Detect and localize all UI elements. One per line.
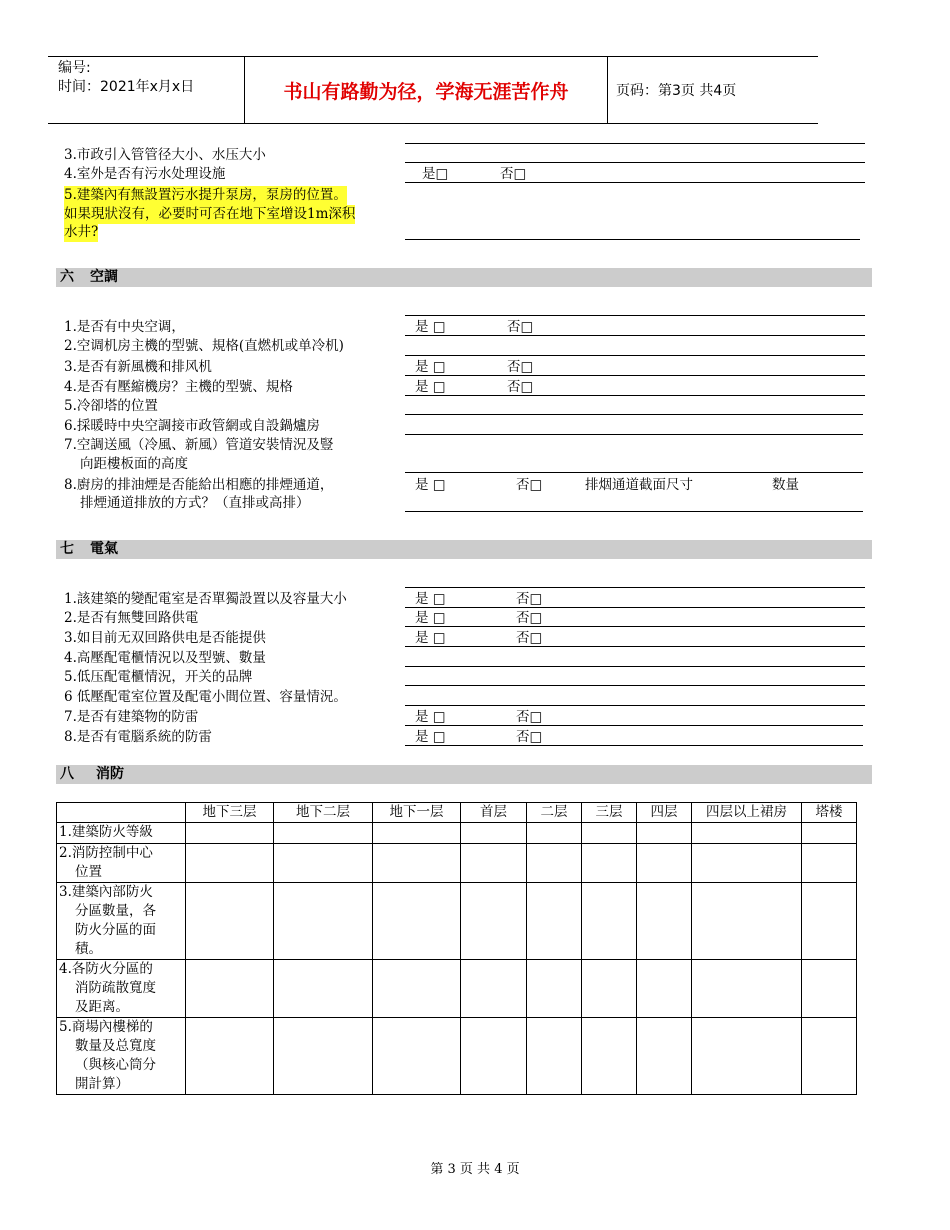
table-cell[interactable] <box>186 844 274 883</box>
table-cell[interactable] <box>582 960 637 1018</box>
section6-item-4: 4.是否有壓縮機房？主機的型號、規格 <box>64 379 293 395</box>
answer-line <box>405 375 865 376</box>
table-cell[interactable] <box>461 844 527 883</box>
answer-line <box>405 335 865 336</box>
table-cell[interactable] <box>186 1018 274 1095</box>
table-cell[interactable] <box>802 883 857 960</box>
header-meta <box>58 59 194 97</box>
answer-line <box>405 646 865 647</box>
no-checkbox[interactable]: 否□ <box>507 359 534 375</box>
table-cell[interactable] <box>527 844 582 883</box>
yes-checkbox[interactable]: 是□ <box>422 166 449 182</box>
table-cell[interactable] <box>461 960 527 1018</box>
table-row <box>57 823 857 844</box>
column-header: 三层 <box>582 803 637 823</box>
header-slogan: 书山有路勤为径，学海无涯苦作舟 <box>283 80 569 103</box>
yes-checkbox[interactable]: 是 □ <box>415 630 446 646</box>
section6-item-2: 2.空调机房主機的型號、規格(直燃机或单冷机) <box>64 338 344 354</box>
table-cell[interactable] <box>274 883 373 960</box>
table-cell[interactable] <box>527 823 582 844</box>
column-header <box>57 803 186 823</box>
yes-checkbox[interactable]: 是 □ <box>415 591 446 607</box>
section7-item-1: 1.該建築的變配電室是否單獨設置以及容量大小 <box>64 591 347 607</box>
section6-item-3: 3.是否有新風機和排风机 <box>64 359 212 375</box>
column-header: 地下一层 <box>373 803 461 823</box>
table-cell[interactable] <box>274 844 373 883</box>
answer-line <box>405 162 865 163</box>
yes-checkbox[interactable]: 是 □ <box>415 379 446 395</box>
yes-checkbox[interactable]: 是 □ <box>415 477 446 493</box>
table-cell[interactable] <box>692 823 802 844</box>
page-header <box>48 56 818 124</box>
table-cell[interactable] <box>692 960 802 1018</box>
section6-item-7-line2: 向距樓板面的高度 <box>80 456 188 472</box>
section6-item-6: 6.採暖時中央空調接市政管網或自設鍋爐房 <box>64 418 320 434</box>
table-row <box>57 883 857 960</box>
column-header: 地下二层 <box>274 803 373 823</box>
table-cell[interactable] <box>373 1018 461 1095</box>
table-cell[interactable] <box>637 883 692 960</box>
answer-line <box>405 607 865 608</box>
table-cell[interactable] <box>692 883 802 960</box>
yes-checkbox[interactable]: 是 □ <box>415 319 446 335</box>
table-cell[interactable] <box>802 1018 857 1095</box>
section6-item-8-line2: 排煙通道排放的方式？（直排或高排） <box>80 495 310 511</box>
answer-line <box>405 745 863 746</box>
answer-line <box>405 472 863 473</box>
table-cell[interactable] <box>461 1018 527 1095</box>
yes-checkbox[interactable]: 是 □ <box>415 709 446 725</box>
table-header-row <box>57 803 857 823</box>
section7-item-7: 7.是否有建築物的防雷 <box>64 709 199 725</box>
table-cell[interactable] <box>582 1018 637 1095</box>
answer-line <box>405 666 865 667</box>
yes-checkbox[interactable]: 是 □ <box>415 729 446 745</box>
table-cell[interactable] <box>527 1018 582 1095</box>
table-cell[interactable] <box>186 823 274 844</box>
table-cell[interactable] <box>692 1018 802 1095</box>
table-cell[interactable] <box>373 844 461 883</box>
table-cell[interactable] <box>186 883 274 960</box>
row-label: 4.各防火分區的 消防疏散寬度 及距离。 <box>57 960 186 1018</box>
table-cell[interactable] <box>373 823 461 844</box>
table-cell[interactable] <box>802 844 857 883</box>
document-number-label: 编号: <box>58 60 91 76</box>
section5-item-5-line3: 水井? <box>64 224 99 240</box>
column-header: 二层 <box>527 803 582 823</box>
no-checkbox[interactable]: 否□ <box>516 709 543 725</box>
section8-number: 八 <box>60 766 74 782</box>
table-row <box>57 844 857 883</box>
answer-line <box>405 705 865 706</box>
column-header: 地下三层 <box>186 803 274 823</box>
answer-line <box>405 395 865 396</box>
section6-heading <box>56 268 872 287</box>
row-label: 3.建築內部防火 分區數量，各 防火分區的面 積。 <box>57 883 186 960</box>
duct-size-label: 排烟通道截面尺寸 <box>585 477 693 493</box>
section8-heading <box>56 765 872 784</box>
yes-checkbox[interactable]: 是 □ <box>415 610 446 626</box>
table-cell[interactable] <box>637 960 692 1018</box>
section6-item-5: 5.冷卻塔的位置 <box>64 398 158 414</box>
header-page-label: 页码：第3页 共4页 <box>616 83 737 99</box>
no-checkbox[interactable]: 否□ <box>507 379 534 395</box>
answer-line <box>405 315 865 316</box>
no-checkbox[interactable]: 否□ <box>500 166 527 182</box>
row-label: 5.商場內樓梯的 數量及总寬度 （與核心筒分 開計算） <box>57 1018 186 1095</box>
no-checkbox[interactable]: 否□ <box>507 319 534 335</box>
section7-item-3: 3.如目前无双回路供电是否能提供 <box>64 630 266 646</box>
table-cell[interactable] <box>582 823 637 844</box>
answer-line <box>405 355 865 356</box>
table-cell[interactable] <box>527 883 582 960</box>
table-cell[interactable] <box>373 883 461 960</box>
no-checkbox[interactable]: 否□ <box>516 591 543 607</box>
no-checkbox[interactable]: 否□ <box>516 630 543 646</box>
answer-line <box>405 511 863 512</box>
table-cell[interactable] <box>461 883 527 960</box>
column-header: 四层 <box>637 803 692 823</box>
no-checkbox[interactable]: 否□ <box>516 729 543 745</box>
answer-line <box>405 587 865 588</box>
table-cell[interactable] <box>274 823 373 844</box>
yes-checkbox[interactable]: 是 □ <box>415 359 446 375</box>
no-checkbox[interactable]: 否□ <box>516 477 543 493</box>
section6-item-7-line1: 7.空調送風（冷風、新風）管道安裝情況及豎 <box>64 437 334 453</box>
answer-line <box>405 239 860 240</box>
section5-item-5-line2: 如果現狀沒有，必要时可否在地下室增设1m深积 <box>64 206 356 222</box>
table-cell[interactable] <box>637 823 692 844</box>
column-header: 首层 <box>461 803 527 823</box>
table-cell[interactable] <box>637 1018 692 1095</box>
column-header: 塔楼 <box>802 803 857 823</box>
table-cell[interactable] <box>373 960 461 1018</box>
row-label: 1.建築防火等級 <box>57 823 186 844</box>
answer-line <box>405 182 865 183</box>
section6-number: 六 <box>60 269 74 285</box>
document-time-label: 时间：2021年x月x日 <box>58 79 195 95</box>
table-cell[interactable] <box>274 1018 373 1095</box>
table-cell[interactable] <box>527 960 582 1018</box>
section7-number: 七 <box>60 541 74 557</box>
section5-item-3: 3.市政引入管管径大小、水压大小 <box>64 147 266 163</box>
page-footer: 第 3 页 共 4 页 <box>430 1162 520 1177</box>
table-cell[interactable] <box>186 960 274 1018</box>
section7-item-6: 6 低壓配電室位置及配電小間位置、容量情況。 <box>64 689 347 705</box>
section7-title: 電氣 <box>90 541 118 557</box>
section6-item-1: 1.是否有中央空调， <box>64 319 185 335</box>
section7-item-2: 2.是否有無雙回路供電 <box>64 610 199 626</box>
section7-item-8: 8.是否有電腦系統的防雷 <box>64 729 212 745</box>
table-cell[interactable] <box>637 844 692 883</box>
section6-title: 空調 <box>90 269 118 285</box>
table-row <box>57 1018 857 1095</box>
answer-line <box>405 414 863 415</box>
table-cell[interactable] <box>692 844 802 883</box>
section5-item-5-line1: 5.建築內有無設置污水提升泵房，泵房的位置。 <box>64 187 347 203</box>
table-cell[interactable] <box>802 823 857 844</box>
table-row <box>57 960 857 1018</box>
section7-item-4: 4.高壓配電櫃情況以及型號、數量 <box>64 650 266 666</box>
answer-line <box>405 143 865 144</box>
no-checkbox[interactable]: 否□ <box>516 610 543 626</box>
section8-title: 消防 <box>96 766 124 782</box>
column-header: 四层以上裙房 <box>692 803 802 823</box>
answer-line <box>405 434 863 435</box>
table-cell[interactable] <box>461 823 527 844</box>
fire-protection-table <box>56 802 857 1095</box>
table-cell[interactable] <box>582 883 637 960</box>
answer-line <box>405 626 865 627</box>
table-cell[interactable] <box>582 844 637 883</box>
section6-item-8-line1: 8.廚房的排油煙是否能給出相應的排煙通道， <box>64 477 334 493</box>
row-label: 2.消防控制中心 位置 <box>57 844 186 883</box>
section7-item-5: 5.低压配電櫃情況，开关的品牌 <box>64 669 253 685</box>
answer-line <box>405 725 863 726</box>
table-cell[interactable] <box>802 960 857 1018</box>
table-cell[interactable] <box>274 960 373 1018</box>
section5-item-4: 4.室外是否有污水处理设施 <box>64 166 226 182</box>
quantity-label: 数量 <box>772 477 799 493</box>
section7-heading <box>56 540 872 559</box>
answer-line <box>405 685 865 686</box>
